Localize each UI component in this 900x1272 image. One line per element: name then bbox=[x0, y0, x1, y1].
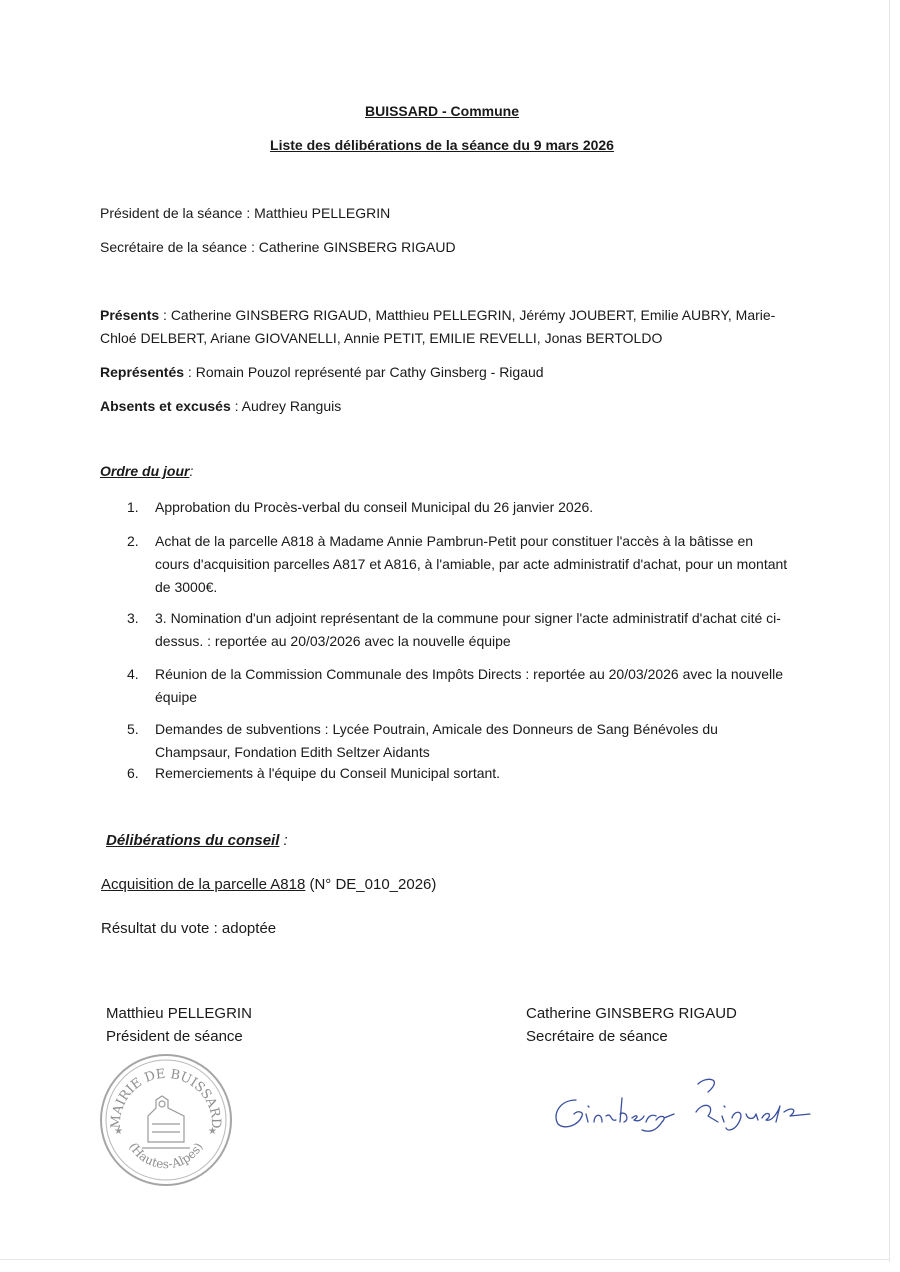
present-members bbox=[100, 304, 790, 350]
page-edge-bottom bbox=[0, 1259, 890, 1260]
agenda-item bbox=[100, 718, 790, 764]
agenda-item-text: Remerciements à l'équipe du Conseil Municipal sortant. bbox=[155, 765, 501, 781]
town-hall-stamp bbox=[98, 1052, 234, 1188]
agenda-heading bbox=[100, 463, 193, 479]
represented-text: : Romain Pouzol représenté par Cathy Ginsberg - Rigaud bbox=[184, 364, 544, 380]
document-subtitle: Liste des délibérations de la séance du 9 mars 2026 bbox=[270, 137, 614, 153]
agenda-item bbox=[100, 762, 790, 785]
agenda-item bbox=[100, 530, 790, 599]
president-name: Matthieu PELLEGRIN bbox=[106, 1005, 252, 1022]
absent-members bbox=[100, 395, 790, 418]
document-title: BUISSARD - Commune bbox=[364, 103, 519, 119]
vote-result: Résultat du vote : adoptée bbox=[101, 920, 277, 937]
stamp-text-bottom: (Hautes-Alpes) bbox=[126, 1140, 206, 1172]
deliberations-heading-colon: : bbox=[279, 832, 288, 849]
agenda-heading-text: Ordre du jour bbox=[100, 463, 190, 479]
agenda-item-text: Achat de la parcelle A818 à Madame Annie Pambrun-Petit pour constituer l'accès à la bâtisse en cours d'acquisition parcelles A817 et A816, à l'amiable, par acte administratif d'achat, pour un montant de 3000€. bbox=[155, 533, 788, 595]
deliberations-heading-text: Délibérations du conseil bbox=[106, 832, 280, 849]
svg-text:(Hautes-Alpes) bbox=[126, 1140, 205, 1171]
agenda-item bbox=[100, 607, 790, 653]
present-line-1: : Catherine GINSBERG RIGAUD, Matthieu PELLEGRIN, Jérémy JOUBERT, Emilie AUBRY, Marie- bbox=[159, 307, 776, 323]
represented-members bbox=[100, 361, 790, 384]
agenda-item-text: 3. Nomination d'un adjoint représentant de la commune pour signer l'acte administratif d'achat cité ci-dessus. : reportée au 20/03/2026 avec la nouvelle équipe bbox=[155, 610, 781, 649]
president-line: Président de la séance : Matthieu PELLEGRIN bbox=[100, 205, 391, 221]
president-signature-block bbox=[106, 1002, 252, 1048]
agenda-item bbox=[100, 663, 790, 709]
stamp-text-top: MAIRIE DE BUISSARD bbox=[108, 1066, 224, 1129]
president-role: Président de séance bbox=[106, 1028, 243, 1045]
deliberation-title: Acquisition de la parcelle A818 bbox=[101, 876, 306, 893]
page-edge-right bbox=[889, 0, 890, 1262]
svg-text:MAIRIE DE BUISSARD bbox=[109, 1067, 223, 1129]
handwritten-signature bbox=[548, 1070, 823, 1140]
agenda-item-text: Demandes de subventions : Lycée Poutrain, Amicale des Donneurs de Sang Bénévoles du Champsaur, Fondation Edith Seltzer Aidants bbox=[155, 721, 718, 760]
agenda-item-text: Réunion de la Commission Communale des Impôts Directs : reportée au 20/03/2026 avec la nouvelle équipe bbox=[155, 666, 784, 705]
secretary-name: Catherine GINSBERG RIGAUD bbox=[526, 1005, 737, 1022]
agenda-item-number: 1. bbox=[127, 499, 139, 515]
present-line-2: Chloé DELBERT, Ariane GIOVANELLI, Annie PETIT, EMILIE REVELLI, Jonas BERTOLDO bbox=[100, 330, 663, 346]
deliberation-item bbox=[101, 876, 436, 893]
agenda-item bbox=[100, 496, 790, 519]
absent-label: Absents et excusés bbox=[100, 398, 231, 414]
represented-label: Représentés bbox=[100, 364, 185, 380]
agenda-item-number: 4. bbox=[127, 666, 139, 682]
agenda-item-number: 3. bbox=[127, 610, 139, 626]
agenda-heading-colon: : bbox=[189, 463, 194, 479]
svg-text:★: ★ bbox=[208, 1126, 217, 1137]
agenda-item-number: 5. bbox=[127, 721, 139, 737]
secretary-line: Secrétaire de la séance : Catherine GINSBERG RIGAUD bbox=[100, 239, 456, 255]
svg-text:★: ★ bbox=[114, 1126, 123, 1137]
deliberations-heading bbox=[106, 832, 288, 849]
agenda-item-number: 6. bbox=[127, 765, 139, 781]
absent-text: : Audrey Ranguis bbox=[230, 398, 342, 414]
secretary-role: Secrétaire de séance bbox=[526, 1028, 668, 1045]
agenda-item-number: 2. bbox=[127, 533, 139, 549]
secretary-signature-block bbox=[526, 1002, 737, 1048]
deliberation-ref: (N° DE_010_2026) bbox=[305, 876, 437, 893]
agenda-item-text: Approbation du Procès-verbal du conseil Municipal du 26 janvier 2026. bbox=[155, 499, 594, 515]
present-label: Présents bbox=[100, 307, 160, 323]
